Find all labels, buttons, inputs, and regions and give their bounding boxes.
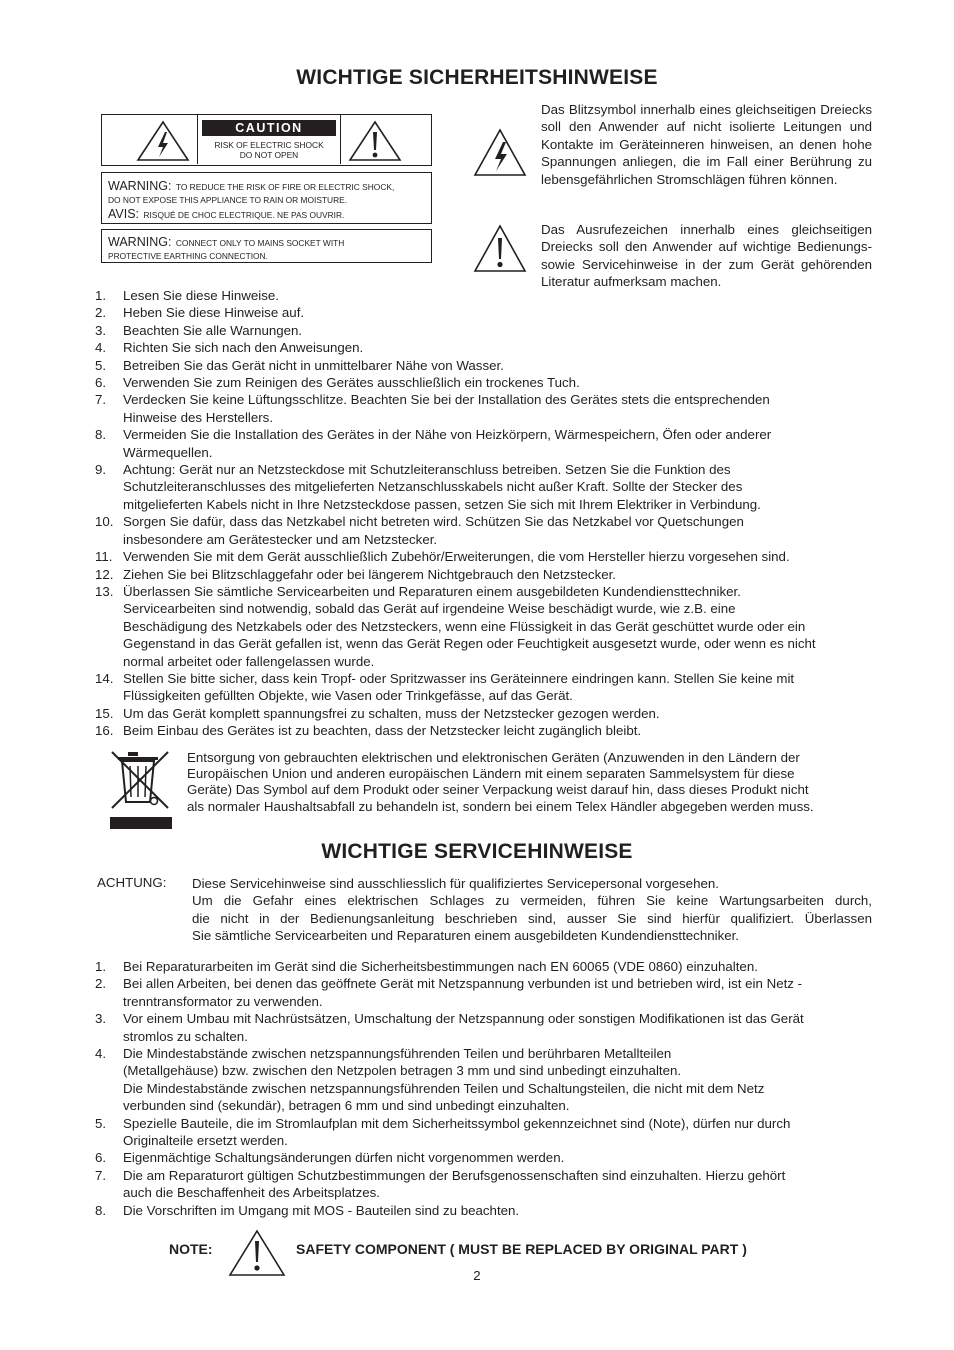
warning2-label: WARNING: bbox=[108, 235, 172, 249]
list-item-text bbox=[123, 958, 885, 975]
achtung-line: Diese Servicehinweise sind ausschliesslich für qualifiziertes Servicepersonal vorgesehen. bbox=[192, 876, 719, 891]
list-item-number: 7. bbox=[95, 1167, 107, 1183]
list-item-text bbox=[123, 374, 885, 391]
exclamation-description: Das Ausrufezeichen innerhalb eines gleichseitigen Dreiecks soll den Anwender auf wichtige Bedienungs- sowie Servicehinweise in der zum Gerät gehörenden Literatur aufmerksam machen. bbox=[541, 222, 872, 290]
list-item-text bbox=[123, 975, 885, 1010]
list-item-line: normal arbeitet oder fallengelassen wurde. bbox=[123, 653, 375, 669]
list-item-text bbox=[123, 1167, 885, 1202]
list-item bbox=[95, 426, 885, 461]
lightning-description: Das Blitzsymbol innerhalb eines gleichseitigen Dreiecks soll den Anwender auf nicht isolierte Leitungen und Kontakte im Geräteinneren hinweisen, an denen hohe Spannungen anliegen, die im Fall einer Berührung zu lebensgefährlichen Stromschlägen führen können. bbox=[541, 102, 872, 187]
list-item bbox=[95, 1149, 885, 1166]
caution-label-box bbox=[101, 114, 432, 166]
list-item-line: (Metallgehäuse) bzw. zwischen den Netzpolen betragen 3 mm und sind unbedingt einzuhalten. bbox=[123, 1063, 682, 1079]
list-item-number: 5. bbox=[95, 1115, 107, 1131]
list-item bbox=[95, 391, 885, 426]
list-item-line: Eigenmächtige Schaltungsänderungen dürfen nicht vorgenommen werden. bbox=[123, 1150, 565, 1166]
achtung-text bbox=[192, 875, 872, 945]
list-item bbox=[95, 975, 885, 1010]
list-item bbox=[95, 513, 885, 548]
list-item-line: trenntransformator zu verwenden. bbox=[123, 993, 323, 1009]
achtung-line: die nicht in der Bedienungsanleitung beschrieben sind, ausser Sie sind hierfür qualifiziert. Überlassen bbox=[192, 910, 872, 926]
achtung-line: Um die Gefahr eines elektrischen Schlages zu vermeiden, führen Sie keine Wartungsarbeiten durch, bbox=[192, 893, 872, 909]
list-item-text bbox=[123, 1202, 885, 1219]
crossed-bin-icon bbox=[110, 748, 172, 830]
warning2-text-a: CONNECT ONLY TO MAINS SOCKET WITH bbox=[175, 238, 345, 248]
list-item-text bbox=[123, 1010, 885, 1045]
list-item-line: Vermeiden Sie die Installation des Gerätes in der Nähe von Heizkörpern, Wärmespeichern, Öfen oder anderer bbox=[123, 427, 772, 443]
list-item-line: Die Mindestabstände zwischen netzspannungsführenden Teilen und Schaltungsteilen, die nicht mit dem Netz bbox=[123, 1080, 765, 1096]
list-item-number: 4. bbox=[95, 1046, 107, 1062]
list-item-text bbox=[123, 339, 885, 356]
weee-line: Europäischen Union und anderen europäischen Ländern mit einem separaten Sammelsystem für diese bbox=[187, 766, 795, 782]
list-item-text bbox=[123, 513, 885, 548]
list-item-number: 3. bbox=[95, 322, 107, 338]
list-item-number: 7. bbox=[95, 392, 107, 408]
list-item-line: Achtung: Gerät nur an Netzsteckdose mit Schutzleiteranschluss betreiben. Setzen Sie die Funktion des bbox=[123, 462, 731, 478]
list-item-text bbox=[123, 566, 885, 583]
list-item-line: Beachten Sie alle Warnungen. bbox=[123, 322, 303, 338]
list-item-line: Lesen Sie diese Hinweise. bbox=[123, 288, 279, 303]
caution-do-not-open-text: DO NOT OPEN bbox=[239, 150, 299, 160]
list-item-text bbox=[123, 461, 885, 513]
list-item bbox=[95, 287, 885, 304]
weee-line: Geräte) Das Symbol auf dem Produkt oder seiner Verpackung weist darauf hin, dass dieses Produkt nicht bbox=[187, 782, 809, 798]
warning-box-moisture bbox=[101, 172, 432, 224]
list-item-number: 4. bbox=[95, 340, 107, 356]
warning-box-earthing bbox=[101, 229, 432, 263]
service-list bbox=[95, 958, 885, 1219]
exclamation-triangle-icon bbox=[473, 224, 527, 274]
list-item-number: 8. bbox=[95, 427, 107, 443]
list-item-number: 13. bbox=[95, 583, 114, 599]
achtung-label: ACHTUNG: bbox=[97, 875, 167, 890]
caution-risk-text: RISK OF ELECTRIC SHOCK bbox=[214, 140, 324, 150]
avis-label: AVIS: bbox=[108, 207, 140, 221]
warning2-text-b: PROTECTIVE EARTHING CONNECTION. bbox=[108, 251, 268, 261]
list-item-text bbox=[123, 1149, 885, 1166]
list-item-line: Vor einem Umbau mit Nachrüstsätzen, Umschaltung der Netzspannung oder sonstigen Modifikationen ist das Gerät bbox=[123, 1011, 804, 1027]
list-item-line: Originalteile ersetzt werden. bbox=[123, 1133, 288, 1149]
weee-line: als normaler Haushaltsabfall zu behandeln ist, sondern bei einem Telex Händler abgegeben werden muss. bbox=[187, 798, 814, 814]
list-item-number: 10. bbox=[95, 514, 114, 530]
list-item bbox=[95, 339, 885, 356]
list-item-text bbox=[123, 304, 885, 321]
list-item bbox=[95, 1167, 885, 1202]
list-item bbox=[95, 1202, 885, 1219]
list-item-text bbox=[123, 322, 885, 339]
safety-list bbox=[95, 287, 885, 740]
list-item-number: 5. bbox=[95, 357, 107, 373]
list-item-number: 15. bbox=[95, 705, 114, 721]
list-item-line: Die am Reparaturort gültigen Schutzbestimmungen der Berufsgenossenschaften sind einzuhalten. Hierzu gehört bbox=[123, 1167, 786, 1183]
list-item-number: 9. bbox=[95, 462, 107, 478]
list-item-line: Verwenden Sie zum Reinigen des Gerätes ausschließlich ein trockenes Tuch. bbox=[123, 375, 580, 391]
note-text: SAFETY COMPONENT ( MUST BE REPLACED BY ORIGINAL PART ) bbox=[296, 1241, 747, 1257]
list-item bbox=[95, 374, 885, 391]
list-item-line: Verdecken Sie keine Lüftungsschlitze. Beachten Sie bei der Installation des Gerätes stets die entsprechenden bbox=[123, 392, 770, 408]
list-item-number: 11. bbox=[95, 549, 113, 565]
list-item-text bbox=[123, 391, 885, 426]
service-title: WICHTIGE SERVICEHINWEISE bbox=[321, 840, 633, 863]
list-item-text bbox=[123, 426, 885, 461]
note-label: NOTE: bbox=[169, 1241, 213, 1257]
weee-disposal-text bbox=[187, 750, 887, 815]
list-item-text bbox=[123, 583, 885, 670]
list-item-line: insbesondere am Gerätestecker und am Netzstecker. bbox=[123, 531, 438, 547]
list-item-text bbox=[123, 705, 885, 722]
list-item-line: Hinweise des Herstellers. bbox=[123, 409, 274, 425]
list-item-line: auch die Beschaffenheit des Arbeitsplatzes. bbox=[123, 1185, 380, 1201]
list-item-line: Stellen Sie bitte sicher, dass kein Tropf- oder Spritzwasser ins Geräteinnere eindringen kann. Stellen Sie keine mit bbox=[123, 670, 795, 686]
list-item bbox=[95, 1045, 885, 1115]
list-item-line: Die Mindestabstände zwischen netzspannungsführenden Teilen und berührbaren Metallteilen bbox=[123, 1046, 672, 1062]
list-item-line: Betreiben Sie das Gerät nicht in unmittelbarer Nähe von Wasser. bbox=[123, 357, 504, 373]
list-item bbox=[95, 357, 885, 374]
list-item-line: Beim Einbau des Gerätes ist zu beachten, dass der Netzstecker leicht zugänglich bleibt. bbox=[123, 723, 642, 739]
list-item-line: Spezielle Bauteile, die im Stromlaufplan mit dem Sicherheitssymbol gekennzeichnet sind (Note), dürfen nur durch bbox=[123, 1115, 791, 1131]
list-item bbox=[95, 548, 885, 565]
list-item-text bbox=[123, 722, 885, 739]
list-item-text bbox=[123, 287, 885, 304]
list-item-line: Servicearbeiten sind notwendig, sobald das Gerät auf irgendeine Weise beschädigt wurde, wie z.B. eine bbox=[123, 601, 736, 617]
list-item bbox=[95, 566, 885, 583]
list-item-line: Ziehen Sie bei Blitzschlaggefahr oder bei längerem Nichtgebrauch den Netzstecker. bbox=[123, 566, 617, 582]
list-item-number: 6. bbox=[95, 1150, 107, 1166]
list-item bbox=[95, 1115, 885, 1150]
list-item-line: Die Vorschriften im Umgang mit MOS - Bauteilen sind zu beachten. bbox=[123, 1202, 520, 1218]
list-item-line: Verwenden Sie mit dem Gerät ausschließlich Zubehör/Erweiterungen, die vom Hersteller hierzu vorgesehen sind. bbox=[123, 549, 790, 565]
list-item-line: stromlos zu schalten. bbox=[123, 1028, 248, 1044]
list-item bbox=[95, 583, 885, 670]
list-item-text bbox=[123, 670, 885, 705]
list-item-line: Bei Reparaturarbeiten im Gerät sind die Sicherheitsbestimmungen nach EN 60065 (VDE 0860) einzuhalten. bbox=[123, 959, 758, 974]
list-item-line: verbunden sind (sekundär), betragen 6 mm und sind unbedingt einzuhalten. bbox=[123, 1098, 570, 1114]
list-item bbox=[95, 722, 885, 739]
list-item-number: 12. bbox=[95, 566, 114, 582]
list-item bbox=[95, 461, 885, 513]
list-item-number: 8. bbox=[95, 1202, 107, 1218]
list-item-text bbox=[123, 1115, 885, 1150]
list-item-line: Schutzleiteranschlusses des mitgelieferten Netzanschlusskabels nicht außer Kraft. Sollte der Stecker des bbox=[123, 479, 743, 495]
list-item bbox=[95, 705, 885, 722]
list-item bbox=[95, 304, 885, 321]
safety-title: WICHTIGE SICHERHEITSHINWEISE bbox=[296, 66, 658, 89]
achtung-line: Sie sämtliche Servicearbeiten und Reparaturen einem ausgebildeten Kundendiensttechniker. bbox=[192, 928, 739, 944]
list-item-text bbox=[123, 548, 885, 565]
list-item-line: Richten Sie sich nach den Anweisungen. bbox=[123, 340, 364, 356]
list-item-number: 16. bbox=[95, 723, 114, 739]
list-item bbox=[95, 322, 885, 339]
list-item-line: Wärmequellen. bbox=[123, 444, 213, 460]
lightning-triangle-icon bbox=[136, 120, 190, 162]
list-item-line: Überlassen Sie sämtliche Servicearbeiten und Reparaturen einem ausgebildeten Kundendiensttechniker. bbox=[123, 583, 741, 599]
caution-center bbox=[197, 115, 341, 164]
list-item-line: Um das Gerät komplett spannungsfrei zu schalten, muss der Netzstecker gezogen werden. bbox=[123, 705, 660, 721]
lightning-triangle-icon bbox=[473, 128, 527, 178]
list-item bbox=[95, 670, 885, 705]
page-number: 2 bbox=[473, 1268, 481, 1283]
list-item-number: 2. bbox=[95, 305, 107, 321]
list-item-line: Gegenstand in das Gerät gefallen ist, wenn das Gerät Regen oder Feuchtigkeit ausgesetzt wurde, oder wenn es nicht bbox=[123, 636, 816, 652]
list-item-line: Bei allen Arbeiten, bei denen das geöffnete Gerät mit Netzspannung verbunden ist und betrieben wird, ist ein Netz - bbox=[123, 976, 803, 992]
list-item-line: Sorgen Sie dafür, dass das Netzkabel nicht betreten wird. Schützen Sie das Netzkabel vor Quetschungen bbox=[123, 514, 744, 530]
list-item-line: mitgelieferten Kabels nicht in Ihre Netzsteckdose passen, setzen Sie sich mit Ihrem Elektriker in Verbindung. bbox=[123, 496, 761, 512]
avis-text: RISQUÉ DE CHOC ELECTRIQUE. NE PAS OUVRIR. bbox=[143, 210, 345, 220]
list-item-line: Beschädigung des Netzkabels oder des Netzsteckers, wenn eine Flüssigkeit in das Gerät geschüttet wurde oder ein bbox=[123, 618, 806, 634]
caution-label: CAUTION bbox=[202, 120, 336, 136]
list-item-number: 1. bbox=[95, 288, 107, 303]
list-item-text bbox=[123, 357, 885, 374]
warning-label: WARNING: bbox=[108, 179, 172, 193]
list-item-number: 2. bbox=[95, 976, 107, 992]
list-item-line: Flüssigkeiten gefüllten Objekte, wie Vasen oder Trinkgefässe, auf das Gerät. bbox=[123, 688, 573, 704]
warning-text-a: TO REDUCE THE RISK OF FIRE OR ELECTRIC SHOCK, bbox=[175, 182, 395, 192]
list-item-number: 14. bbox=[95, 670, 114, 686]
weee-line: Entsorgung von gebrauchten elektrischen und elektronischen Geräten (Anzuwenden in den Ländern der bbox=[187, 750, 800, 765]
list-item-text bbox=[123, 1045, 885, 1115]
list-item-number: 1. bbox=[95, 959, 107, 974]
list-item-line: Heben Sie diese Hinweise auf. bbox=[123, 305, 305, 321]
exclamation-triangle-icon bbox=[348, 120, 402, 162]
list-item-number: 3. bbox=[95, 1011, 107, 1027]
list-item bbox=[95, 958, 885, 975]
warning-text-b: DO NOT EXPOSE THIS APPLIANCE TO RAIN OR MOISTURE. bbox=[108, 195, 348, 205]
list-item bbox=[95, 1010, 885, 1045]
list-item-number: 6. bbox=[95, 375, 107, 391]
